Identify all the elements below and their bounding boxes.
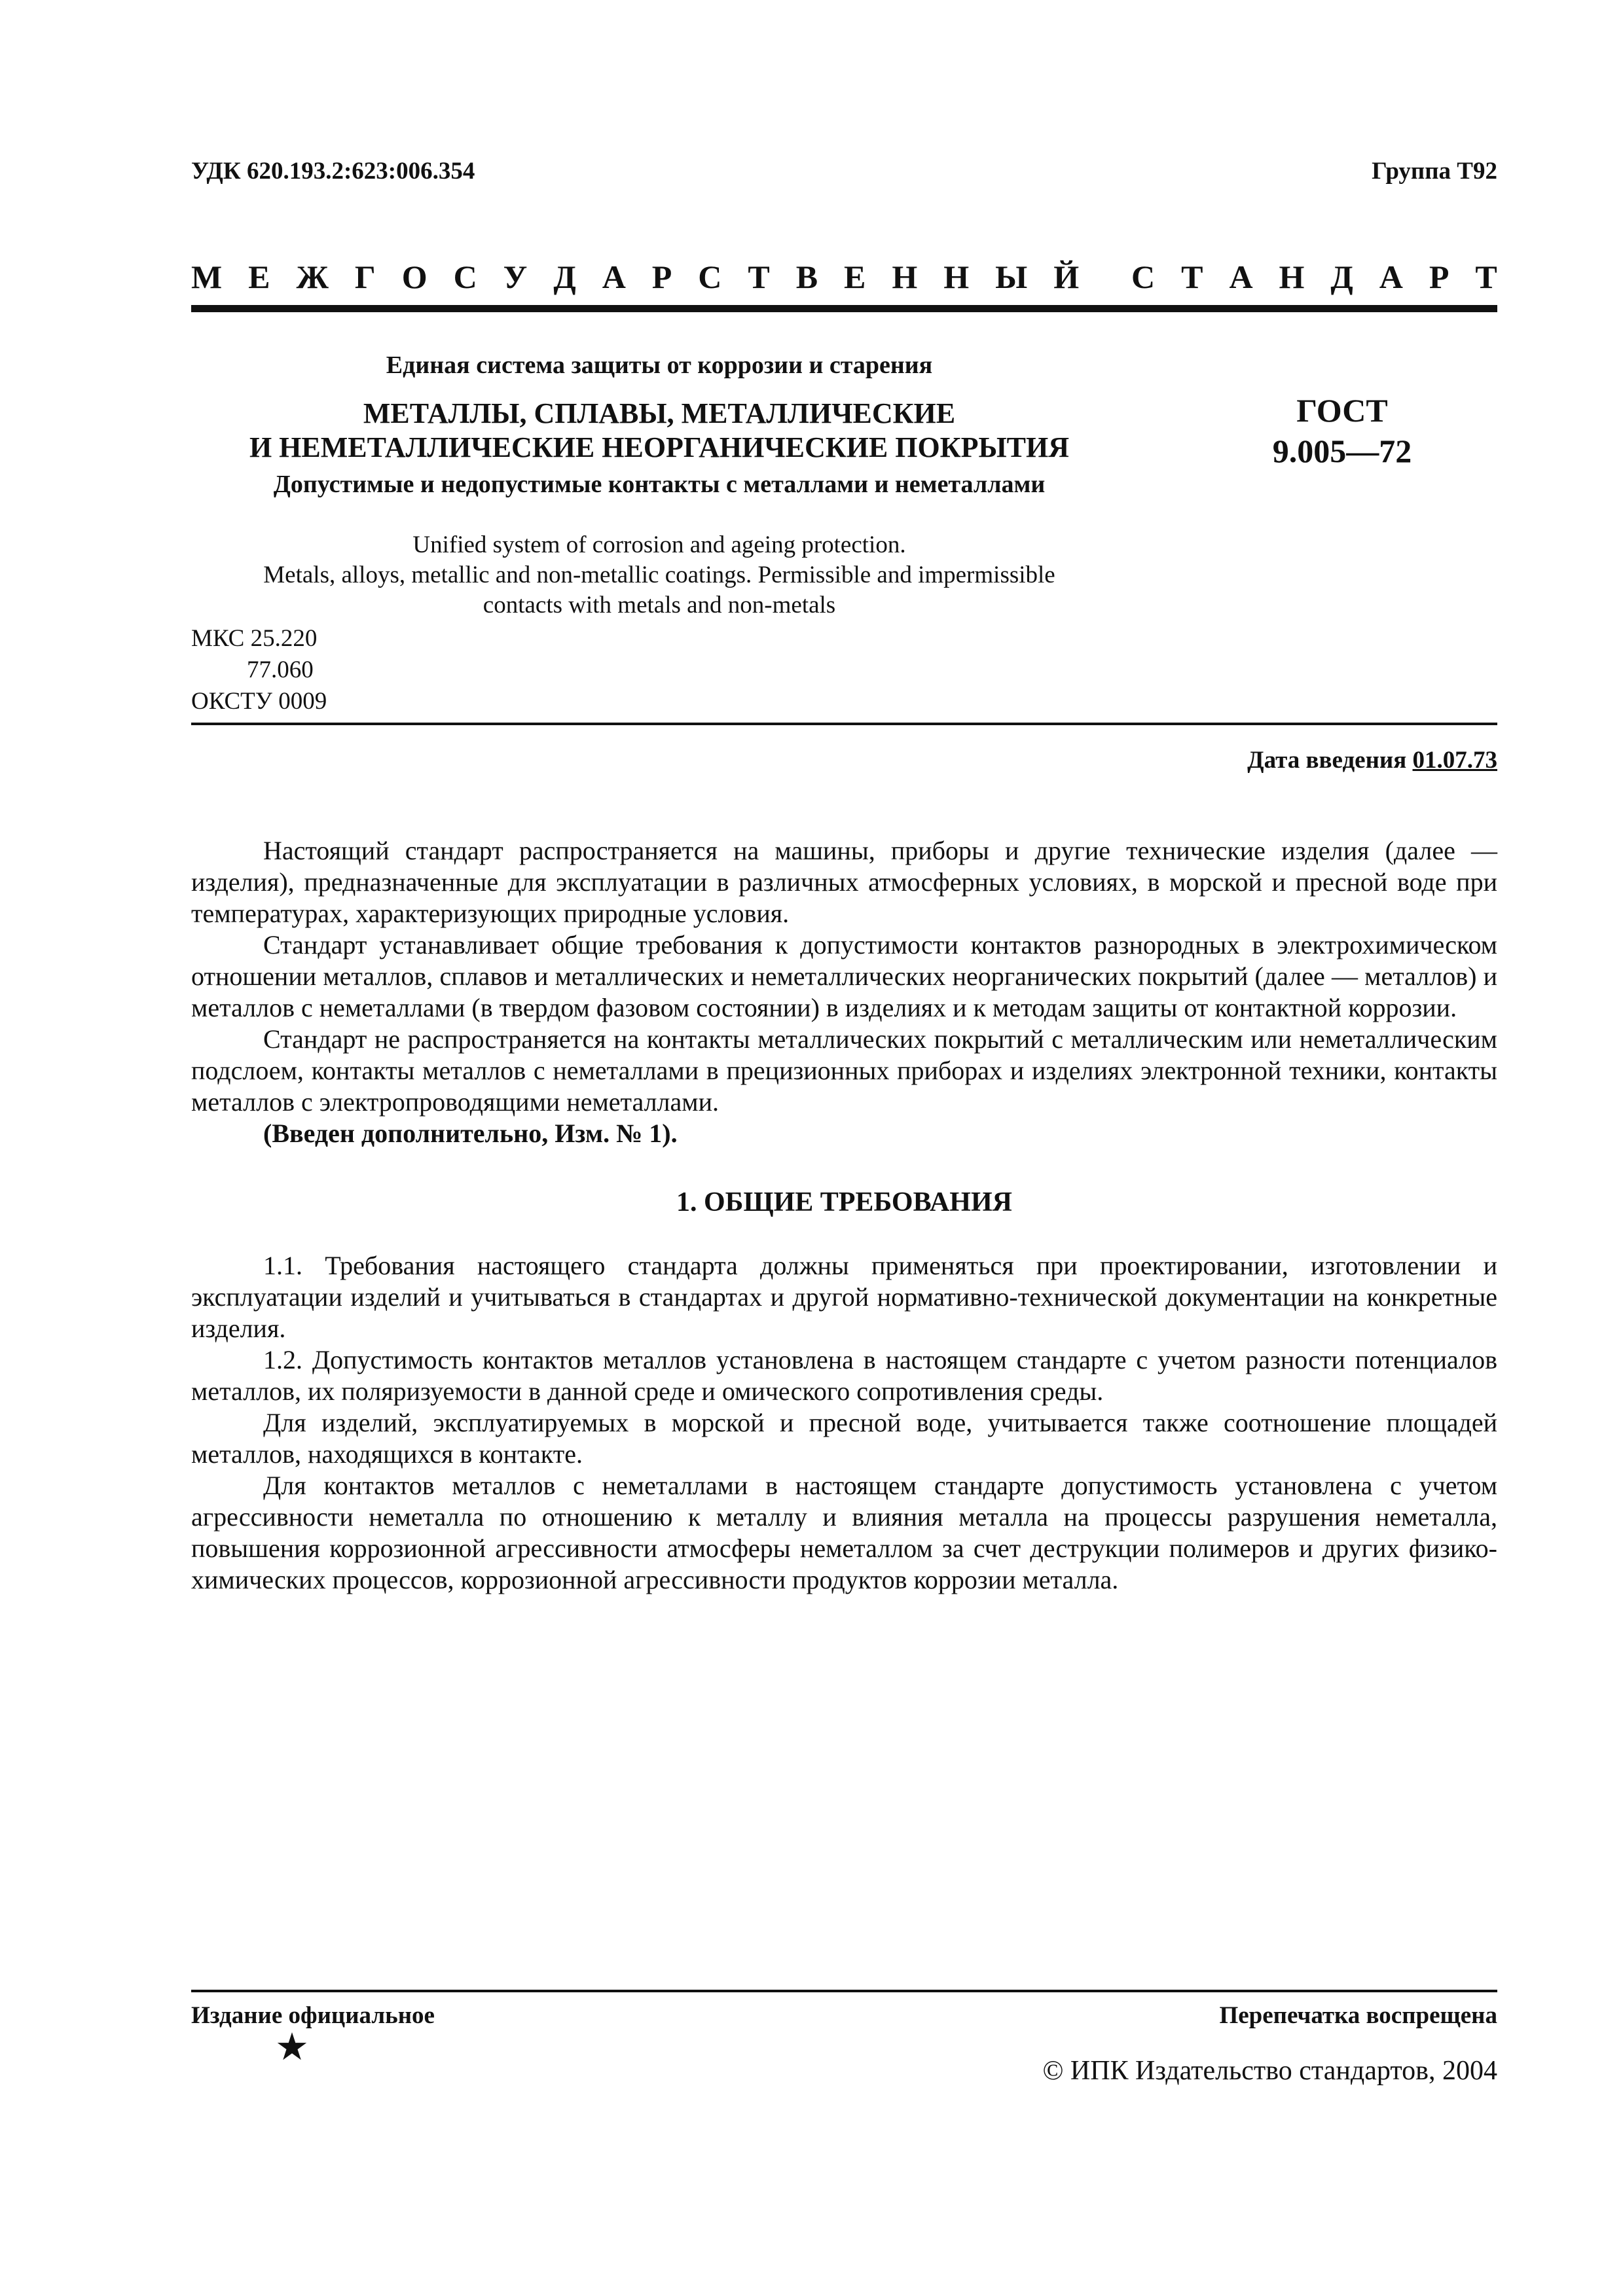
heading-letter: У [503,259,528,295]
mks-code-2: 77.060 [247,656,314,683]
paragraph-water: Для изделий, эксплуатируемых в морской и пресной воде, учитывается также соотношение площадей металлов, находящихся в контакте. [191,1408,1497,1469]
paragraph-nonmetals: Для контактов металлов с неметаллами в настоящем стандарте допустимость установлена с учетом агрессивности неметалла по отношению к металлу и влияния металла на процессы разрушения неметалла, повышения коррозионной агрессивности атмосферы неметаллом за счет деструкции полимеров и других физико-химических процессов, коррозионной агрессивности продуктов коррозии металла. [191,1471,1497,1594]
date-label: Дата введения [1247,747,1413,774]
official-edition: Издание официальное [191,2002,435,2029]
gost-label: ГОСТ [1296,392,1388,429]
top-rule [191,305,1497,312]
heading-letter: М [191,259,223,295]
heading-letter: Т [748,259,770,295]
heading-letter: Е [248,259,270,295]
paragraph-scope: Настоящий стандарт распространяется на машины, приборы и другие технические изделия (далее — изделия), предназначенные для эксплуатации в различных атмосферных условиях, в морской и пресной воде при температурах, характеризующих природные условия. [191,836,1497,928]
heading-letter: А [1229,259,1253,295]
okstu-code: ОКСТУ 0009 [191,688,327,715]
mks-code-1: МКС 25.220 [191,625,318,652]
section-title: 1. ОБЩИЕ ТРЕБОВАНИЯ [676,1187,1012,1217]
heading-letter: Р [651,259,672,295]
heading-letter: Т [1181,259,1203,295]
group-code: Группа Т92 [1372,158,1497,185]
english-line-1: Unified system of corrosion and ageing protection. [412,531,906,558]
heading-letter: Р [1429,259,1450,295]
document-body [191,835,1497,1596]
date-value: 01.07.73 [1412,747,1497,774]
star-icon: ★ [275,2024,309,2069]
heading-letter: В [795,259,818,295]
system-name: Единая система защиты от коррозии и старения [386,351,933,379]
heading-letter: Н [892,259,918,295]
heading-letter: Г [354,259,376,295]
heading-letter: Н [1279,259,1305,295]
heading-letter: Й [1053,259,1080,295]
udk-code: УДК 620.193.2:623:006.354 [191,158,475,185]
heading-letter: Д [1330,259,1353,295]
gost-number: 9.005—72 [1272,433,1412,469]
title-line-2: И НЕМЕТАЛЛИЧЕСКИЕ НЕОРГАНИЧЕСКИЕ ПОКРЫТИЯ [249,431,1070,463]
gost-designation [1244,390,1440,471]
reprint-prohibited: Перепечатка воспрещена [1219,2002,1497,2029]
heading-letter: О [401,259,428,295]
interstate-standard-heading [191,260,1497,293]
copyright: © ИПК Издательство стандартов, 2004 [1042,2056,1497,2086]
paragraph-exclusions: Стандарт не распространяется на контакты металлических покрытий с металлическим или неметаллическим подслоем, контакты металлов с неметаллами в прецизионных приборах и изделиях электронной техники, контакты металлов с электропроводящими неметаллами. [191,1024,1497,1117]
paragraph-amendment: (Введен дополнительно, Изм. № 1). [263,1119,678,1148]
heading-letter: С [453,259,477,295]
heading-letter: Н [943,259,970,295]
heading-letter: Т [1475,259,1497,295]
document-title [191,397,1127,465]
paragraph-1-2: 1.2. Допустимость контактов металлов установлена в настоящем стандарте с учетом разности потенциалов металлов, их поляризуемости в данной среде и омического сопротивления среды. [191,1345,1497,1406]
classification-codes [191,623,327,717]
heading-letter: Е [844,259,866,295]
english-line-3: contacts with metals and non-metals [483,592,836,619]
heading-letter: С [1131,259,1156,295]
heading-letter: Ы [995,259,1028,295]
title-line-1: МЕТАЛЛЫ, СПЛАВЫ, МЕТАЛЛИЧЕСКИЕ [363,397,956,429]
bottom-rule [191,1990,1497,1992]
document-subtitle: Допустимые и недопустимые контакты с металлами и неметаллами [273,471,1046,498]
heading-letter: С [698,259,722,295]
heading-letter: А [1379,259,1403,295]
paragraph-requirements: Стандарт устанавливает общие требования к допустимости контактов разнородных в электрохимическом отношении металлов, сплавов и металлических и неметаллических неорганических покрытий (далее — металлов) и металлов с неметаллами (в твердом фазовом состоянии) в изделиях и к методам защиты от контактной коррозии. [191,930,1497,1022]
english-line-2: Metals, alloys, metallic and non-metallic coatings. Permissible and impermissible [263,562,1055,588]
introduction-date [1247,746,1497,774]
heading-letter: Ж [296,259,329,295]
english-title [191,530,1127,620]
paragraph-1-1: 1.1. Требования настоящего стандарта должны применяться при проектировании, изготовлении и эксплуатации изделий и учитываться в стандартах и другой нормативно-технической документации на конкретные изделия. [191,1251,1497,1343]
heading-letter: А [602,259,626,295]
heading-letter: Д [553,259,576,295]
middle-rule [191,723,1497,725]
